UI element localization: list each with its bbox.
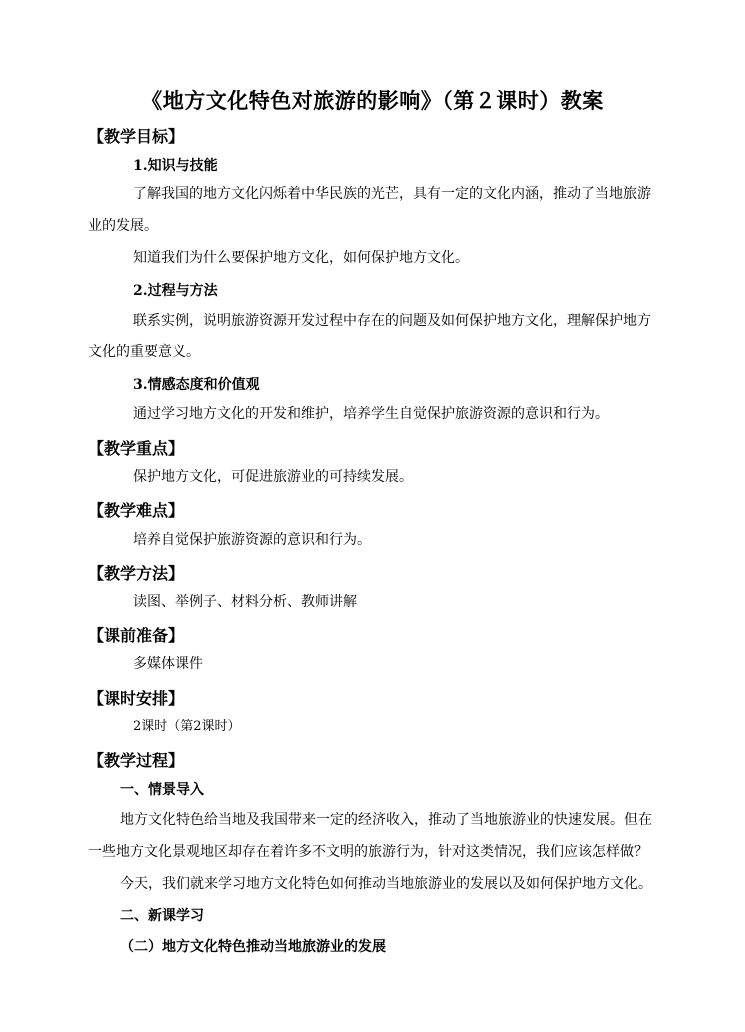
paragraph-knowledge-1a: 了解我国的地方文化闪烁着中华民族的光芒，具有一定的文化内涵，推动了当地旅游 xyxy=(133,186,651,202)
subheading-new-lesson: 二、新课学习 xyxy=(120,908,204,924)
paragraph-values: 通过学习地方文化的开发和维护，培养学生自觉保护旅游资源的意识和行为。 xyxy=(133,406,609,422)
paragraph-intro-2: 今天，我们就来学习地方文化特色如何推动当地旅游业的发展以及如何保护地方文化。 xyxy=(120,876,652,892)
subheading-knowledge: 1.知识与技能 xyxy=(133,158,218,174)
heading-objectives: 【教学目标】 xyxy=(88,127,185,146)
subheading-local-culture: （二）地方文化特色推动当地旅游业的发展 xyxy=(120,939,386,955)
paragraph-method-1b: 文化的重要意义。 xyxy=(88,344,200,360)
teaching-method-text: 读图、举例子、材料分析、教师讲解 xyxy=(133,594,357,610)
schedule-text: 2课时（第2课时） xyxy=(133,719,241,734)
preparation-text: 多媒体课件 xyxy=(133,656,203,672)
paragraph-intro-1a: 地方文化特色给当地及我国带来一定的经济收入，推动了当地旅游业的快速发展。但在 xyxy=(120,812,652,828)
heading-preparation: 【课前准备】 xyxy=(88,626,185,645)
heading-teaching-method: 【教学方法】 xyxy=(88,564,185,583)
difficulty-text: 培养自觉保护旅游资源的意识和行为。 xyxy=(133,532,371,548)
paragraph-method-1a: 联系实例，说明旅游资源开发过程中存在的问题及如何保护地方文化，理解保护地方 xyxy=(133,313,651,329)
heading-schedule: 【课时安排】 xyxy=(88,689,185,708)
paragraph-knowledge-2: 知道我们为什么要保护地方文化，如何保护地方文化。 xyxy=(133,250,469,266)
document-title: 《地方文化特色对旅游的影响》（第２课时）教案 xyxy=(141,88,604,113)
subheading-values: 3.情感态度和价值观 xyxy=(133,377,260,393)
heading-difficulty: 【教学难点】 xyxy=(88,501,185,520)
subheading-introduction: 一、情景导入 xyxy=(120,782,204,798)
key-points-text: 保护地方文化，可促进旅游业的可持续发展。 xyxy=(133,469,413,485)
subheading-process-method: 2.过程与方法 xyxy=(133,283,218,299)
paragraph-knowledge-1b: 业的发展。 xyxy=(88,218,158,234)
heading-key-points: 【教学重点】 xyxy=(88,439,185,458)
paragraph-intro-1b: 一些地方文化景观地区却存在着许多不文明的旅游行为，针对这类情况，我们应该怎样做？ xyxy=(88,844,648,860)
heading-teaching-process: 【教学过程】 xyxy=(88,751,185,770)
